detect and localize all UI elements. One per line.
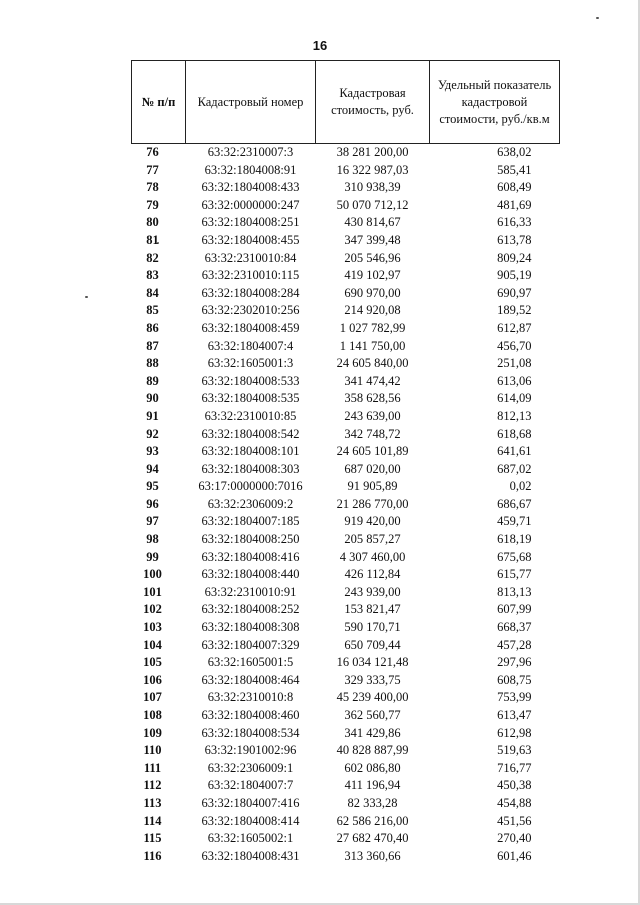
cadastral-value-cell: 40 828 887,99 — [336, 743, 409, 758]
row-number-cell: 107 — [143, 690, 162, 705]
row-number-cell: 81 — [146, 232, 159, 247]
cadastral-value-cell: 602 086,80 — [344, 760, 401, 775]
specific-indicator-cell: 457,28 — [497, 637, 532, 652]
cadastral-number-cell: 63:32:1605001:5 — [207, 655, 294, 670]
cadastral-number-cell: 63:32:1804008:101 — [201, 444, 300, 459]
specific-indicator-cell: 614,09 — [497, 391, 532, 406]
cadastral-value-cell: 50 070 712,12 — [336, 197, 409, 212]
specific-indicator-cell: 456,70 — [497, 338, 532, 353]
specific-indicator-cell: 613,78 — [497, 232, 532, 247]
cadastral-value-cell: 45 239 400,00 — [336, 690, 409, 705]
row-number-cell: 94 — [146, 461, 159, 476]
cadastral-value-cell: 919 420,00 — [344, 514, 401, 529]
table-body — [132, 144, 560, 866]
row-number-cell: 98 — [146, 532, 159, 547]
cadastral-number-cell: 63:32:2310007:3 — [207, 145, 294, 159]
table-row — [132, 426, 560, 444]
row-number-cell: 99 — [146, 549, 159, 564]
specific-indicator-cell: 753,99 — [497, 690, 532, 705]
cadastral-number-cell: 63:32:1804008:308 — [201, 620, 300, 635]
cadastral-value-cell: 38 281 200,00 — [336, 145, 409, 159]
specific-indicator-cell: 641,61 — [497, 444, 532, 459]
cadastral-value-cell: 4 307 460,00 — [339, 549, 406, 564]
cadastral-number-cell: 63:32:1804008:440 — [201, 567, 300, 582]
table-row — [132, 619, 560, 637]
specific-indicator-cell: 612,87 — [497, 320, 532, 335]
cadastral-value-cell: 27 682 470,40 — [336, 831, 409, 846]
table-header-row — [132, 61, 560, 144]
header-row-number: № п/п — [132, 61, 186, 144]
table-row — [132, 496, 560, 514]
specific-indicator-cell: 686,67 — [497, 496, 532, 511]
cadastral-value-cell: 1 027 782,99 — [339, 320, 406, 335]
cadastral-value-cell: 341 474,42 — [344, 373, 401, 388]
specific-indicator-cell: 687,02 — [497, 461, 532, 476]
table-row — [132, 549, 560, 567]
table-row — [132, 373, 560, 391]
specific-indicator-cell: 608,75 — [497, 672, 532, 687]
specific-indicator-cell: 459,71 — [497, 514, 532, 529]
header-specific-indicator: Удельный показатель кадастровой стоимости, руб./кв.м — [430, 61, 560, 144]
row-number-cell: 110 — [143, 743, 162, 758]
table-row — [132, 707, 560, 725]
specific-indicator-cell: 519,63 — [497, 743, 532, 758]
cadastral-value-cell: 16 322 987,03 — [336, 162, 409, 177]
row-number-cell: 90 — [146, 391, 159, 406]
cadastral-number-cell: 63:32:1804007:7 — [207, 778, 294, 793]
table-row — [132, 848, 560, 866]
cadastral-number-cell: 63:32:1804008:416 — [201, 549, 300, 564]
cadastral-number-cell: 63:32:1804008:455 — [201, 232, 300, 247]
table-row — [132, 162, 560, 180]
specific-indicator-cell: 607,99 — [497, 602, 532, 617]
row-number-cell: 88 — [146, 356, 159, 371]
specific-indicator-cell: 481,69 — [497, 197, 532, 212]
row-number-cell: 109 — [143, 725, 162, 740]
row-number-cell: 100 — [143, 567, 162, 582]
cadastral-number-cell: 63:32:1804008:431 — [201, 848, 300, 863]
header-cadastral-number: Кадастровый номер — [186, 61, 316, 144]
table-row — [132, 689, 560, 707]
cadastral-value-cell: 329 333,75 — [344, 672, 401, 687]
cadastral-value-cell: 590 170,71 — [344, 620, 401, 635]
row-number-cell: 79 — [146, 197, 159, 212]
row-number-cell: 101 — [143, 584, 162, 599]
table-row — [132, 654, 560, 672]
row-number-cell: 89 — [146, 373, 159, 388]
scan-speck-top-right — [596, 17, 599, 19]
specific-indicator-cell: 675,68 — [497, 549, 532, 564]
row-number-cell: 85 — [146, 303, 159, 318]
cadastral-number-cell: 63:32:1804008:284 — [201, 285, 300, 300]
specific-indicator-cell: 809,24 — [497, 250, 532, 265]
specific-indicator-cell: 0,02 — [509, 479, 532, 494]
cadastral-value-cell: 21 286 770,00 — [336, 496, 409, 511]
specific-indicator-cell: 454,88 — [497, 795, 532, 810]
specific-indicator-cell: 613,06 — [497, 373, 532, 388]
cadastral-number-cell: 63:32:1804008:414 — [201, 813, 300, 828]
cadastral-value-cell: 243 639,00 — [344, 408, 401, 423]
table-row — [132, 478, 560, 496]
table-row — [132, 760, 560, 778]
row-number-cell: 108 — [143, 708, 162, 722]
table-row — [132, 813, 560, 831]
cadastral-value-cell: 313 360,66 — [344, 848, 401, 863]
cadastral-number-cell: 63:32:2310010:85 — [204, 408, 297, 423]
cadastral-number-cell: 63:32:1804007:329 — [201, 637, 300, 652]
specific-indicator-cell: 613,47 — [497, 708, 532, 722]
table-row — [132, 566, 560, 584]
row-number-cell: 114 — [143, 813, 162, 828]
table-row — [132, 232, 560, 250]
row-number-cell: 93 — [146, 444, 159, 459]
cadastral-value-cell: 62 586 216,00 — [336, 813, 409, 828]
specific-indicator-cell: 638,02 — [497, 145, 532, 159]
specific-indicator-cell: 615,77 — [497, 567, 532, 582]
table-row — [132, 408, 560, 426]
specific-indicator-cell: 451,56 — [497, 813, 532, 828]
row-number-cell: 96 — [146, 496, 159, 511]
table-row — [132, 725, 560, 743]
cadastral-value-cell: 687 020,00 — [344, 461, 401, 476]
table-row — [132, 214, 560, 232]
cadastral-number-cell: 63:32:1804008:542 — [201, 426, 300, 441]
table-row — [132, 513, 560, 531]
cadastral-value-cell: 347 399,48 — [344, 232, 401, 247]
cadastral-number-cell: 63:32:1804007:185 — [201, 514, 300, 529]
cadastral-number-cell: 63:32:1901002:96 — [204, 743, 297, 758]
specific-indicator-cell: 616,33 — [497, 215, 532, 230]
cadastral-number-cell: 63:32:1804008:303 — [201, 461, 300, 476]
cadastral-number-cell: 63:32:2310010:8 — [207, 690, 294, 705]
row-number-cell: 86 — [146, 320, 159, 335]
row-number-cell: 103 — [143, 620, 162, 635]
cadastral-number-cell: 63:32:1804008:464 — [201, 672, 300, 687]
cadastral-number-cell: 63:32:1605001:3 — [207, 356, 294, 371]
page-number: 16 — [312, 38, 328, 53]
cadastral-number-cell: 63:32:1804008:534 — [201, 725, 300, 740]
table-row — [132, 390, 560, 408]
cadastral-value-cell: 24 605 101,89 — [336, 444, 409, 459]
specific-indicator-cell: 813,13 — [497, 584, 532, 599]
row-number-cell: 80 — [146, 215, 159, 230]
specific-indicator-cell: 690,97 — [497, 285, 532, 300]
cadastral-value-table — [131, 60, 560, 865]
cadastral-number-cell: 63:32:2306009:2 — [207, 496, 294, 511]
cadastral-number-cell: 63:32:1804008:252 — [201, 602, 300, 617]
cadastral-value-cell: 362 560,77 — [344, 708, 401, 722]
row-number-cell: 76 — [146, 145, 159, 159]
table-row — [132, 443, 560, 461]
cadastral-value-cell: 243 939,00 — [344, 584, 401, 599]
cadastral-value-cell: 411 196,94 — [344, 778, 401, 793]
row-number-cell: 78 — [146, 180, 159, 195]
cadastral-number-cell: 63:32:1605002:1 — [207, 831, 294, 846]
specific-indicator-cell: 668,37 — [497, 620, 532, 635]
table-row — [132, 179, 560, 197]
cadastral-value-cell: 91 905,89 — [347, 479, 398, 494]
row-number-cell: 104 — [143, 637, 162, 652]
table-row — [132, 338, 560, 356]
cadastral-number-cell: 63:32:2302010:256 — [201, 303, 300, 318]
cadastral-value-cell: 430 814,67 — [344, 215, 401, 230]
cadastral-value-cell: 153 821,47 — [344, 602, 401, 617]
specific-indicator-cell: 297,96 — [497, 655, 532, 670]
cadastral-number-cell: 63:32:1804007:4 — [207, 338, 294, 353]
specific-indicator-cell: 905,19 — [497, 268, 532, 283]
row-number-cell: 115 — [143, 831, 162, 846]
cadastral-value-cell: 358 628,56 — [344, 391, 401, 406]
specific-indicator-cell: 608,49 — [497, 180, 532, 195]
cadastral-number-cell: 63:32:1804008:91 — [204, 162, 297, 177]
cadastral-value-cell: 341 429,86 — [344, 725, 401, 740]
specific-indicator-cell: 618,68 — [497, 426, 532, 441]
cadastral-value-cell: 690 970,00 — [344, 285, 401, 300]
row-number-cell: 77 — [146, 162, 159, 177]
table-row — [132, 302, 560, 320]
row-number-cell: 97 — [146, 514, 159, 529]
row-number-cell: 95 — [146, 479, 159, 494]
row-number-cell: 116 — [143, 848, 162, 863]
cadastral-number-cell: 63:32:1804008:250 — [201, 532, 300, 547]
cadastral-value-cell: 24 605 840,00 — [336, 356, 409, 371]
table-row — [132, 461, 560, 479]
header-cadastral-value: Кадастровая стоимость, руб. — [316, 61, 430, 144]
table-row — [132, 355, 560, 373]
cadastral-number-cell: 63:32:1804008:459 — [201, 320, 300, 335]
table-row — [132, 320, 560, 338]
cadastral-value-cell: 419 102,97 — [344, 268, 401, 283]
row-number-cell: 84 — [146, 285, 159, 300]
row-number-cell: 82 — [146, 250, 159, 265]
cadastral-number-cell: 63:32:1804008:251 — [201, 215, 300, 230]
cadastral-value-cell: 426 112,84 — [344, 567, 401, 582]
table-row — [132, 742, 560, 760]
table-row — [132, 285, 560, 303]
specific-indicator-cell: 612,98 — [497, 725, 532, 740]
specific-indicator-cell: 189,52 — [497, 303, 532, 318]
table-row — [132, 830, 560, 848]
cadastral-number-cell: 63:32:1804007:416 — [201, 795, 300, 810]
table-row — [132, 672, 560, 690]
row-number-cell: 91 — [146, 408, 159, 423]
specific-indicator-cell: 450,38 — [497, 778, 532, 793]
specific-indicator-cell: 601,46 — [497, 848, 532, 863]
cadastral-number-cell: 63:32:2310010:84 — [204, 250, 297, 265]
row-number-cell: 102 — [143, 602, 162, 617]
row-number-cell: 106 — [143, 672, 162, 687]
row-number-cell: 112 — [143, 778, 162, 793]
cadastral-value-cell: 1 141 750,00 — [339, 338, 406, 353]
specific-indicator-cell: 716,77 — [497, 760, 532, 775]
cadastral-value-cell: 342 748,72 — [344, 426, 401, 441]
cadastral-number-cell: 63:32:2310010:91 — [204, 584, 297, 599]
scan-speck-left — [85, 296, 88, 298]
cadastral-number-cell: 63:32:1804008:535 — [201, 391, 300, 406]
specific-indicator-cell: 585,41 — [497, 162, 532, 177]
row-number-cell: 111 — [143, 760, 162, 775]
table-row — [132, 531, 560, 549]
table-row — [132, 601, 560, 619]
cadastral-value-cell: 205 546,96 — [344, 250, 401, 265]
cadastral-value-cell: 214 920,08 — [344, 303, 401, 318]
row-number-cell: 105 — [143, 655, 162, 670]
cadastral-value-cell: 310 938,39 — [344, 180, 401, 195]
cadastral-number-cell: 63:32:2310010:115 — [201, 268, 300, 283]
table-row — [132, 197, 560, 215]
cadastral-number-cell: 63:32:1804008:433 — [201, 180, 300, 195]
specific-indicator-cell: 812,13 — [497, 408, 532, 423]
row-number-cell: 92 — [146, 426, 159, 441]
specific-indicator-cell: 251,08 — [497, 356, 532, 371]
cadastral-number-cell: 63:32:0000000:247 — [201, 197, 300, 212]
table-row — [132, 250, 560, 268]
row-number-cell: 113 — [143, 795, 162, 810]
table-row — [132, 584, 560, 602]
cadastral-number-cell: 63:17:0000000:7016 — [198, 479, 303, 494]
cadastral-value-cell: 650 709,44 — [344, 637, 401, 652]
cadastral-value-cell: 82 333,28 — [347, 795, 398, 810]
table-row — [132, 267, 560, 285]
cadastral-value-cell: 205 857,27 — [344, 532, 401, 547]
specific-indicator-cell: 618,19 — [497, 532, 532, 547]
specific-indicator-cell: 270,40 — [497, 831, 532, 846]
cadastral-number-cell: 63:32:2306009:1 — [207, 760, 294, 775]
table-row — [132, 795, 560, 813]
table-row — [132, 777, 560, 795]
row-number-cell: 87 — [146, 338, 159, 353]
row-number-cell: 83 — [146, 268, 159, 283]
cadastral-number-cell: 63:32:1804008:533 — [201, 373, 300, 388]
cadastral-number-cell: 63:32:1804008:460 — [201, 708, 300, 722]
table-row — [132, 144, 560, 162]
cadastral-value-cell: 16 034 121,48 — [336, 655, 409, 670]
table-row — [132, 637, 560, 655]
